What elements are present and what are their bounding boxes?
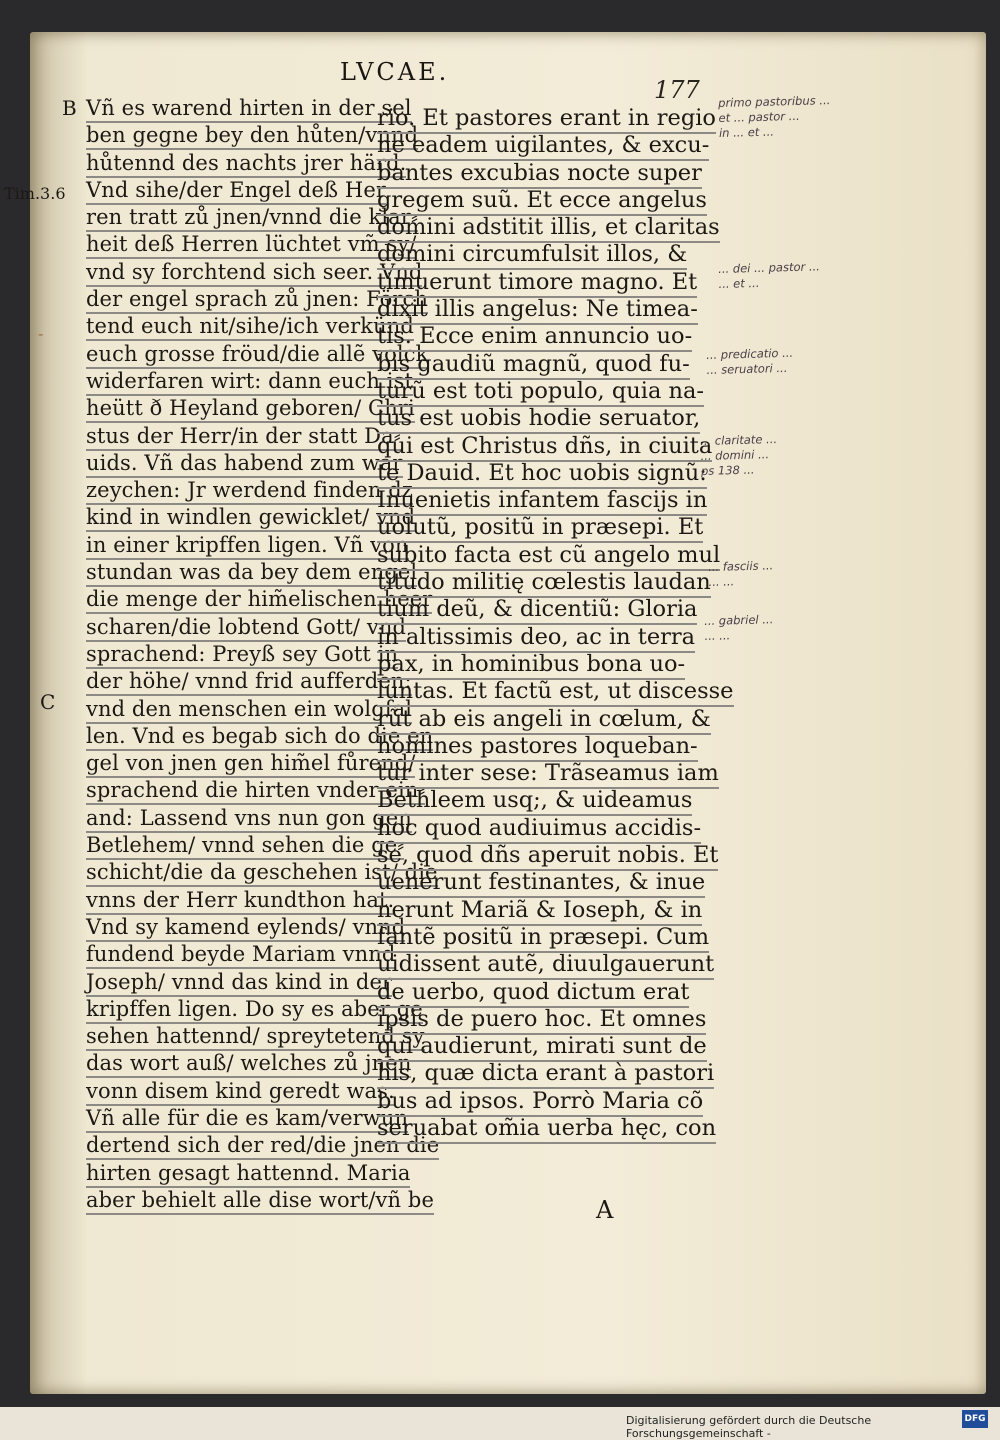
text-line xyxy=(377,733,734,760)
line-text: uenerunt festinantes, & inue xyxy=(377,869,705,898)
line-text: homines pastores loqueban- xyxy=(377,733,698,762)
line-text: len. Vnd es begab sich do die en xyxy=(86,724,433,751)
line-text: der engel sprach zů jnen: Förch xyxy=(86,287,428,314)
handwritten-line: ... seruatori ... xyxy=(706,360,788,377)
marginal-note-1 xyxy=(718,93,831,141)
text-line xyxy=(377,951,734,978)
line-text: die menge der him̃elischen heer xyxy=(86,587,432,614)
line-text: stus der Herr/in der statt Da⸗ xyxy=(86,424,401,451)
page-edge-fragment: - xyxy=(38,324,44,343)
text-line xyxy=(377,433,734,460)
line-text: Betlehem/ vnnd sehen die ge⸗ xyxy=(86,833,404,860)
line-text: Vnd sy kamend eylends/ vnnd xyxy=(86,915,405,942)
line-text: tur inter sese: Trãseamus iam xyxy=(377,760,719,789)
line-text: se, quod dñs aperuit nobis. Et xyxy=(377,842,718,871)
line-text: vonn disem kind geredt was. xyxy=(86,1079,395,1106)
text-line xyxy=(377,323,734,350)
handwritten-line: in ... et ... xyxy=(718,124,775,140)
handwritten-line: ps 138 ... xyxy=(700,462,755,478)
text-line xyxy=(377,405,734,432)
text-line xyxy=(377,542,734,569)
line-text: tus est uobis hodie seruator, xyxy=(377,405,700,434)
line-text: Joseph/ vnnd das kind in der xyxy=(86,970,392,997)
text-line xyxy=(377,651,734,678)
marginal-note-3 xyxy=(706,346,794,378)
text-line xyxy=(377,787,734,814)
line-text: euch grosse fröud/die allẽ volck xyxy=(86,342,428,369)
line-text: scharen/die lobtend Gott/ vnd xyxy=(86,615,406,642)
line-text: vnns der Herr kundthon hat. xyxy=(86,888,394,915)
line-text: Vñ es warend hirten in der sel xyxy=(86,96,412,123)
line-text: heütt ð Heyland geboren/ Chri xyxy=(86,396,415,423)
line-text: hoc quod audiuimus accidis- xyxy=(377,815,701,844)
text-line xyxy=(377,1006,734,1033)
line-text: rũt ab eis angeli in cœlum, & xyxy=(377,706,711,735)
line-text: and: Lassend vns nun gon gen xyxy=(86,806,412,833)
handwritten-line: ... ... xyxy=(708,574,735,589)
text-line xyxy=(377,869,734,896)
text-line xyxy=(377,160,734,187)
line-text: his, quæ dicta erant à pastori xyxy=(377,1060,714,1089)
handwritten-line: ... predicatio ... xyxy=(706,345,794,362)
text-line xyxy=(377,678,734,705)
line-text: Inuenietis infantem fascijs in xyxy=(377,487,707,516)
line-text: Vnd sihe/der Engel deß Her xyxy=(86,178,386,205)
text-line xyxy=(377,1088,734,1115)
text-line xyxy=(377,378,734,405)
handwritten-line: primo pastoribus ... xyxy=(718,93,831,110)
text-line xyxy=(377,569,734,596)
marginal-note-2 xyxy=(718,259,820,292)
handwritten-line: ... ... xyxy=(704,628,731,643)
line-text: dertend sich der red/die jnen die xyxy=(86,1133,439,1160)
line-text: uids. Vñ das habend zum war xyxy=(86,451,403,478)
text-line xyxy=(86,1160,439,1187)
text-line xyxy=(377,897,734,924)
marginal-note-6 xyxy=(704,612,774,644)
line-text: in altissimis deo, ac in terra xyxy=(377,624,695,653)
line-text: bantes excubias nocte super xyxy=(377,160,702,189)
text-line xyxy=(86,1187,439,1214)
text-line xyxy=(377,624,734,651)
line-text: subito facta est cũ angelo mul xyxy=(377,542,720,571)
line-text: te Dauid. Et hoc uobis signũ: xyxy=(377,460,707,489)
handwritten-line: et ... pastor ... xyxy=(718,108,800,125)
line-text: das wort auß/ welches zů jnen xyxy=(86,1051,411,1078)
text-line xyxy=(377,815,734,842)
dfg-logo: DFG xyxy=(962,1410,988,1428)
catchword: A xyxy=(596,1196,614,1224)
line-text: ren tratt zů jnen/vnnd die klar⸗ xyxy=(86,205,418,232)
line-text: tend euch nit/sihe/ich verkünd xyxy=(86,314,414,341)
section-marker-b: B xyxy=(62,96,77,120)
line-text: ipsis de puero hoc. Et omnes xyxy=(377,1006,706,1035)
line-text: heit deß Herren lüchtet vm̃ sy/ xyxy=(86,232,416,259)
line-text: luntas. Et factũ est, ut discesse xyxy=(377,678,734,707)
text-line xyxy=(377,979,734,1006)
text-line xyxy=(377,105,734,132)
text-line xyxy=(377,460,734,487)
line-text: nerunt Mariã & Ioseph, & in xyxy=(377,897,702,926)
line-text: vnd sy forchtend sich seer. Vnd xyxy=(86,260,422,287)
text-line xyxy=(377,596,734,623)
text-line xyxy=(377,1115,734,1142)
marginal-note-5 xyxy=(708,558,774,590)
line-text: fantẽ positũ in præsepi. Cum xyxy=(377,924,709,953)
line-text: kripffen ligen. Do sy es aber ge xyxy=(86,997,423,1024)
text-line xyxy=(377,760,734,787)
line-text: bus ad ipsos. Porrò Maria cõ xyxy=(377,1088,703,1117)
margin-reference: Tim.3.6 xyxy=(4,184,66,203)
text-line xyxy=(377,187,734,214)
text-line xyxy=(377,706,734,733)
line-text: in einer kripffen ligen. Vñ von xyxy=(86,533,409,560)
line-text: Vñ alle für die es kam/verwun xyxy=(86,1106,408,1133)
line-text: zeychen: Jr werdend finden dz xyxy=(86,478,413,505)
text-line xyxy=(377,1033,734,1060)
line-text: sprachend: Preyß sey Gott in xyxy=(86,642,398,669)
line-text: seruabat om̃ia uerba hęc, con xyxy=(377,1115,716,1144)
line-text: qui est Christus dñs, in ciuita xyxy=(377,433,712,462)
line-text: hůtennd des nachts jrer härd. xyxy=(86,151,406,178)
handwritten-line: ... gabriel ... xyxy=(704,612,774,628)
text-line xyxy=(377,1060,734,1087)
digitization-credit: Digitalisierung gefördert durch die Deutsche Forschungsgemeinschaft - xyxy=(626,1414,872,1440)
line-text: sehen hattennd/ spreytetend sy xyxy=(86,1024,425,1051)
line-text: widerfaren wirt: dann euch ist xyxy=(86,369,413,396)
line-text: stundan was da bey dem engel xyxy=(86,560,417,587)
latin-column xyxy=(377,105,734,1142)
line-text: gregem suũ. Et ecce angelus xyxy=(377,187,707,216)
text-line xyxy=(377,241,734,268)
line-text: fundend beyde Mariam vnnd xyxy=(86,942,395,969)
line-text: tium deũ, & dicentiũ: Gloria xyxy=(377,596,697,625)
line-text: schicht/die da geschehen ist/ die xyxy=(86,860,438,887)
handwritten-line: ... dei ... pastor ... xyxy=(718,259,821,276)
line-text: uidissent autẽ, diuulgauerunt xyxy=(377,951,714,980)
text-line xyxy=(377,487,734,514)
handwritten-line: ... domini ... xyxy=(700,447,770,463)
line-text: ben gegne bey den hůten/vnnd xyxy=(86,123,418,150)
line-text: de uerbo, quod dictum erat xyxy=(377,979,689,1008)
line-text: hirten gesagt hattennd. Maria xyxy=(86,1161,410,1188)
text-line xyxy=(377,842,734,869)
line-text: tis. Ecce enim annuncio uo- xyxy=(377,323,692,352)
line-text: kind in windlen gewicklet/ vnd xyxy=(86,505,415,532)
line-text: timuerunt timore magno. Et xyxy=(377,269,697,298)
line-text: rio. Et pastores erant in regio xyxy=(377,105,716,134)
line-text: qui audierunt, mirati sunt de xyxy=(377,1033,707,1062)
text-line xyxy=(377,132,734,159)
line-text: Bethleem usq;, & uideamus xyxy=(377,787,692,816)
line-text: der höhe/ vnnd frid aufferden: xyxy=(86,669,412,696)
text-line xyxy=(377,296,734,323)
section-marker-c: C xyxy=(40,690,56,714)
handwritten-line: ... claritate ... xyxy=(700,431,778,448)
text-line xyxy=(377,514,734,541)
running-head: LVCAE. xyxy=(340,58,450,86)
handwritten-line: ... et ... xyxy=(718,275,760,291)
line-text: gel von jnen gen him̃el fůrend/ xyxy=(86,751,415,778)
text-line xyxy=(377,269,734,296)
line-text: pax, in hominibus bona uo- xyxy=(377,651,685,680)
line-text: ne eadem uigilantes, & excu- xyxy=(377,132,709,161)
line-text: domini adstitit illis, et claritas xyxy=(377,214,720,243)
text-line xyxy=(377,351,734,378)
folio-number: 177 xyxy=(654,76,700,104)
text-line xyxy=(377,924,734,951)
line-text: sprachend die hirten vnder ein⸗ xyxy=(86,778,425,805)
text-line xyxy=(377,214,734,241)
line-text: aber behielt alle dise wort/vñ be xyxy=(86,1188,434,1215)
line-text: titudo militię cœlestis laudan xyxy=(377,569,711,598)
handwritten-line: ... fasciis ... xyxy=(708,558,774,574)
line-text: vnd den menschen ein wolgfal xyxy=(86,697,412,724)
line-text: uolutũ, positũ in præsepi. Et xyxy=(377,514,703,543)
line-text: domini circumfulsit illos, & xyxy=(377,241,687,270)
marginal-note-4 xyxy=(700,432,778,479)
line-text: dixit illis angelus: Ne timea- xyxy=(377,296,698,325)
line-text: bis gaudiũ magnũ, quod fu- xyxy=(377,351,690,380)
line-text: turũ est toti populo, quia na- xyxy=(377,378,704,407)
